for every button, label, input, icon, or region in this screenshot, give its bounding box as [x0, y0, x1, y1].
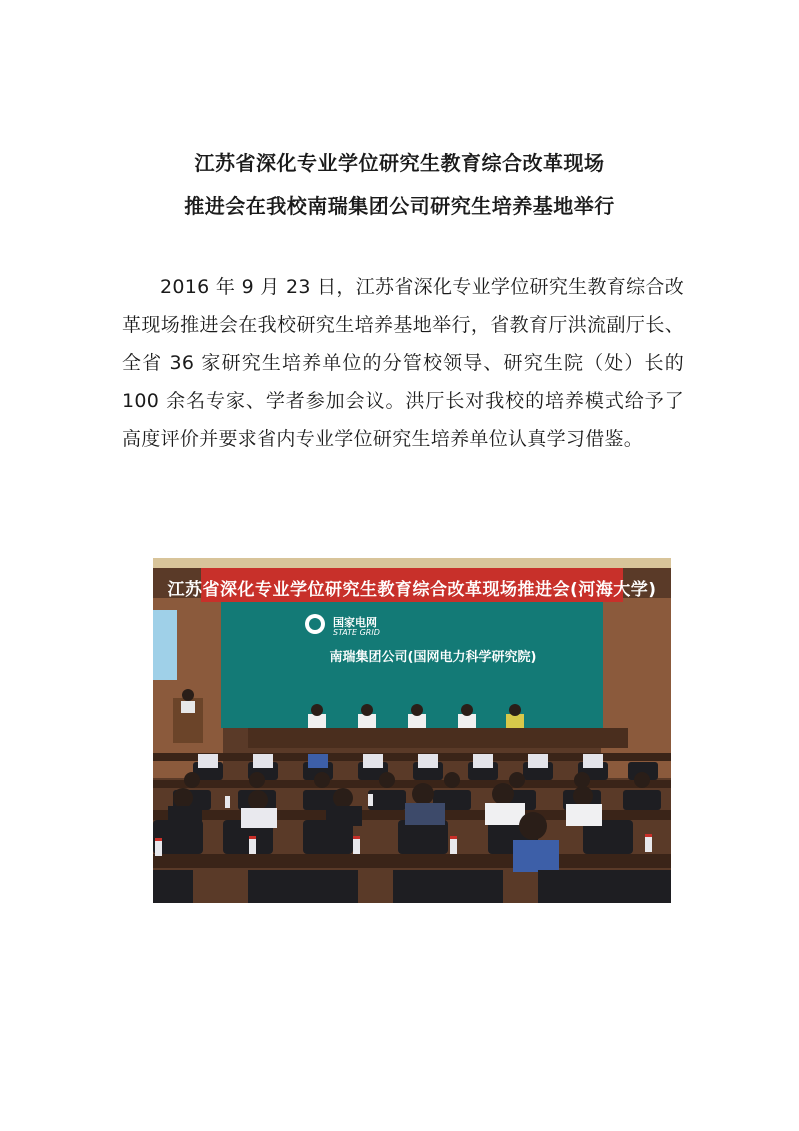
document-title-line-1: 江苏省深化专业学位研究生教育综合改革现场 [194, 151, 605, 175]
meeting-photo [153, 558, 671, 903]
document-title-line-2: 推进会在我校南瑞集团公司研究生培养基地举行 [184, 194, 615, 218]
body-paragraph: 2016 年 9 月 23 日，江苏省深化专业学位研究生教育综合改革现场推进会在我校研究生培养基地举行，省教育厅洪流副厅长、全省 36 家研究生培养单位的分管校领导、研究生院（处）长的 100 余名专家、学者参加会议。洪厅长对我校的培养模式给予了高度评价并要求省内专业学位研究生培养单位认真学习借鉴。 [122, 276, 684, 450]
logo-english-text: STATE GRID [333, 628, 380, 637]
screen-subtitle: 南瑞集团公司(国网电力科学研究院) [329, 650, 537, 665]
head-table [248, 728, 628, 748]
meeting-scene [153, 558, 671, 903]
logo-chinese-text: 国家电网 [333, 616, 377, 629]
banner-text: 江苏省深化专业学位研究生教育综合改革现场推进会(河海大学) [167, 580, 657, 600]
